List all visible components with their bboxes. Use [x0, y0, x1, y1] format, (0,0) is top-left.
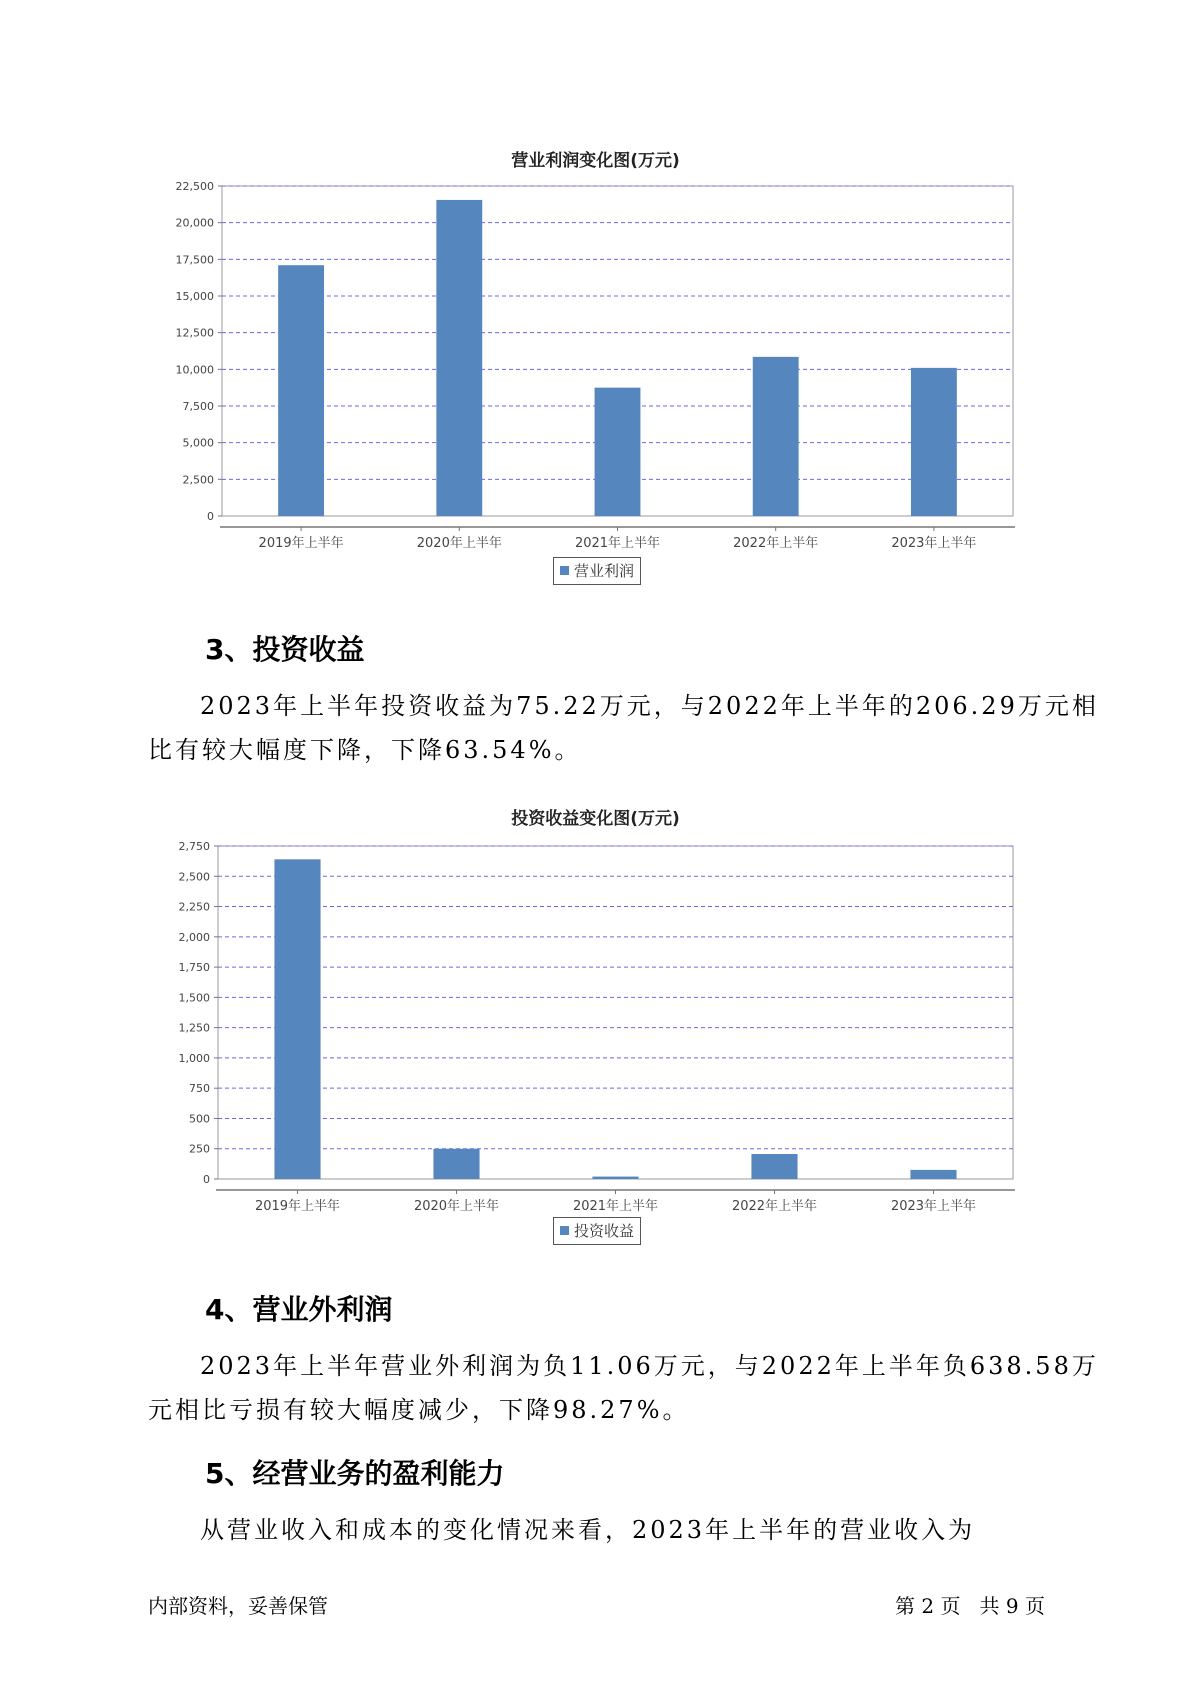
y-tick-label: 5,000: [182, 436, 214, 450]
y-tick-label: 2,500: [178, 870, 210, 884]
paragraph-line: 元相比亏损有较大幅度减少，下降98.27%。: [148, 1396, 690, 1424]
bar: [751, 1154, 797, 1179]
plot-frame: [218, 846, 1013, 1179]
x-tick-label: 2022年上半年: [731, 1199, 818, 1214]
y-tick-label: 15,000: [175, 290, 214, 303]
y-tick-label: 22,500: [175, 180, 214, 193]
footer-page-number: 第 2 页 共 9 页: [895, 1594, 1045, 1618]
x-tick-label: 2021年上半年: [574, 536, 661, 551]
y-tick-label: 1,000: [178, 1051, 210, 1065]
y-tick-label: 1,500: [178, 991, 210, 1005]
y-tick-label: 2,250: [178, 900, 210, 914]
y-tick-label: 10,000: [175, 363, 214, 377]
chart1-legend-label: 营业利润: [574, 562, 635, 580]
y-tick-label: 2,000: [178, 930, 210, 944]
bar: [592, 1177, 638, 1179]
x-tick-label: 2022年上半年: [733, 536, 819, 551]
paragraph-line: 从营业收入和成本的变化情况来看，2023年上半年的营业收入为: [200, 1516, 976, 1544]
bar: [433, 1149, 479, 1179]
x-tick-label: 2020年上半年: [413, 1199, 500, 1214]
x-tick-label: 2019年上半年: [254, 1199, 341, 1214]
bar: [274, 859, 320, 1179]
section-heading-5: 5、经营业务的盈利能力: [205, 1457, 505, 1490]
y-tick-label: 17,500: [175, 253, 214, 267]
x-tick-label: 2023年上半年: [890, 1199, 977, 1214]
y-tick-label: 1,750: [178, 961, 210, 975]
x-tick-label: 2019年上半年: [258, 536, 344, 551]
y-tick-label: 7,500: [182, 400, 214, 413]
section-heading-4: 4、营业外利润: [205, 1293, 393, 1326]
y-tick-label: 250: [189, 1142, 210, 1156]
chart1-title: 营业利润变化图(万元): [511, 151, 680, 171]
y-tick-label: 0: [203, 1173, 210, 1186]
chart2-title: 投资收益变化图(万元): [511, 809, 680, 829]
paragraph-line: 比有较大幅度下降，下降63.54%。: [148, 736, 582, 764]
footer-left: 内部资料，妥善保管: [148, 1594, 328, 1618]
bar: [910, 1170, 956, 1179]
chart2-legend-label: 投资收益: [574, 1222, 635, 1240]
y-tick-label: 0: [207, 510, 214, 523]
section-heading-3: 3、投资收益: [205, 633, 365, 666]
chart2-legend: [553, 1217, 641, 1245]
legend-swatch: [560, 1226, 569, 1235]
section-paragraph-5: [148, 1508, 1068, 1552]
paragraph-line: 2023年上半年投资收益为75.22万元，与2022年上半年的206.29万元相: [200, 692, 1099, 720]
x-tick-label: 2021年上半年: [572, 1199, 659, 1214]
y-tick-label: 12,500: [175, 326, 214, 340]
x-tick-label: 2023年上半年: [891, 536, 977, 551]
y-tick-label: 1,250: [178, 1021, 210, 1035]
x-tick-label: 2020年上半年: [416, 536, 502, 551]
y-tick-label: 2,500: [182, 473, 214, 487]
y-tick-label: 2,750: [178, 840, 210, 853]
y-tick-label: 20,000: [175, 216, 214, 230]
section-paragraph-4: [148, 1344, 1099, 1432]
y-tick-label: 500: [189, 1112, 210, 1126]
paragraph-line: 2023年上半年营业外利润为负11.06万元，与2022年上半年负638.58万: [200, 1352, 1099, 1380]
y-tick-label: 750: [189, 1082, 210, 1096]
